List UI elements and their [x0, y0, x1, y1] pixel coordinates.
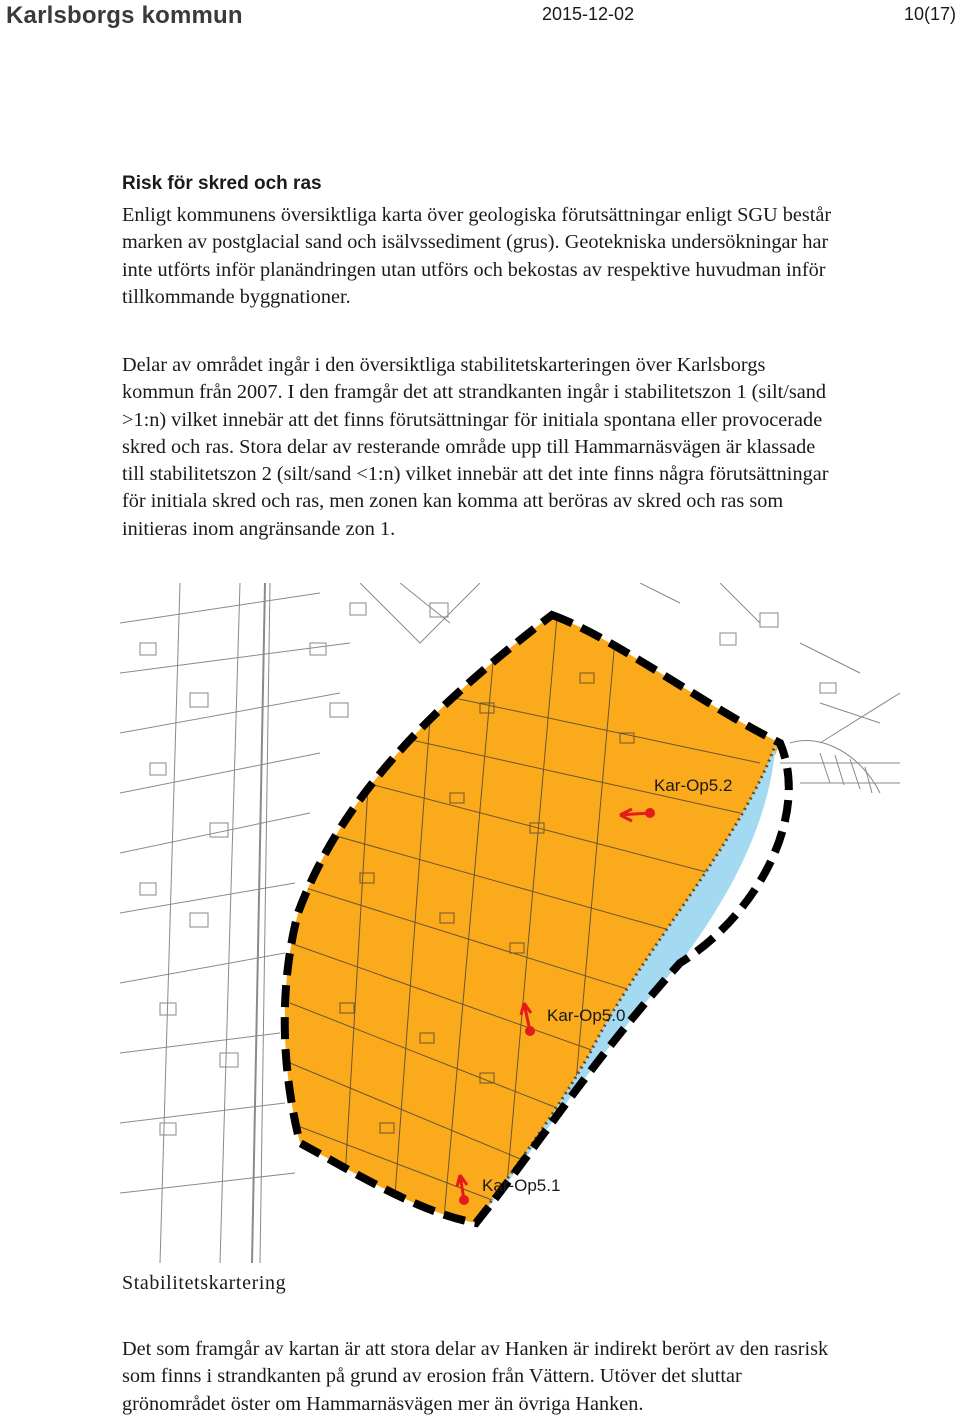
- text-line: inte utförts inför planändringen utan utförs och bekostas av respektive huvudman inför: [122, 258, 826, 281]
- section-heading: Risk för skred och ras: [122, 173, 322, 194]
- text-line: initieras inom angränsande zon 1.: [122, 517, 396, 540]
- paragraph-conclusion: [122, 1336, 828, 1418]
- text-line: Det som framgår av kartan är att stora delar av Hanken är indirekt berört av den rasrisk: [122, 1338, 829, 1360]
- paragraph-geology: [122, 202, 831, 311]
- text-line: marken av postglacial sand och isälvssediment (grus). Geotekniska undersökningar har: [122, 231, 829, 254]
- pier-lines: [790, 740, 880, 793]
- page-number: 10(17): [903, 4, 956, 24]
- text-line: för initiala skred och ras, men zonen kan komma att beröras av skred och ras som: [122, 490, 784, 513]
- map-label-kar-op5-2: Kar-Op5.2: [654, 776, 733, 795]
- text-line: tillkommande byggnationer.: [122, 285, 351, 308]
- text-line: >1:n) vilket innebär att det finns förutsättningar för initiala spontana eller provocerade: [122, 408, 823, 431]
- text-line: till stabilitetszon 2 (silt/sand <1:n) vilket innebär att det inte finns några förutsättningar: [122, 463, 829, 486]
- map-label-kar-op5-0: Kar-Op5.0: [547, 1006, 626, 1025]
- paragraph-stability: [122, 352, 828, 543]
- map-caption: Stabilitetskartering: [122, 1272, 287, 1294]
- text-line: Delar av området ingår i den översiktliga stabilitetskarteringen över Karlsborgs: [122, 354, 766, 376]
- text-line: kommun från 2007. I den framgår det att strandkanten ingår i stabilitetszon 1 (silt/sand: [122, 381, 827, 404]
- text-line: som finns i strandkanten på grund av erosion från Vättern. Utöver det sluttar: [122, 1365, 742, 1388]
- map-label-kar-op5-1: Kar-Op5.1: [482, 1176, 561, 1195]
- stability-map: [120, 583, 900, 1263]
- document-date: 2015-12-02: [542, 4, 635, 24]
- text-line: grönområdet öster om Hammarnäsvägen mer än övriga Hanken.: [122, 1392, 644, 1415]
- text-line: skred och ras. Stora delar av resterande område upp till Hammarnäsvägen är klassade: [122, 435, 816, 458]
- text-line: Enligt kommunens översiktliga karta över geologiska förutsättningar enligt SGU består: [122, 204, 832, 226]
- karlsborgs-kommun-logo: Karlsborgs kommun: [6, 2, 243, 29]
